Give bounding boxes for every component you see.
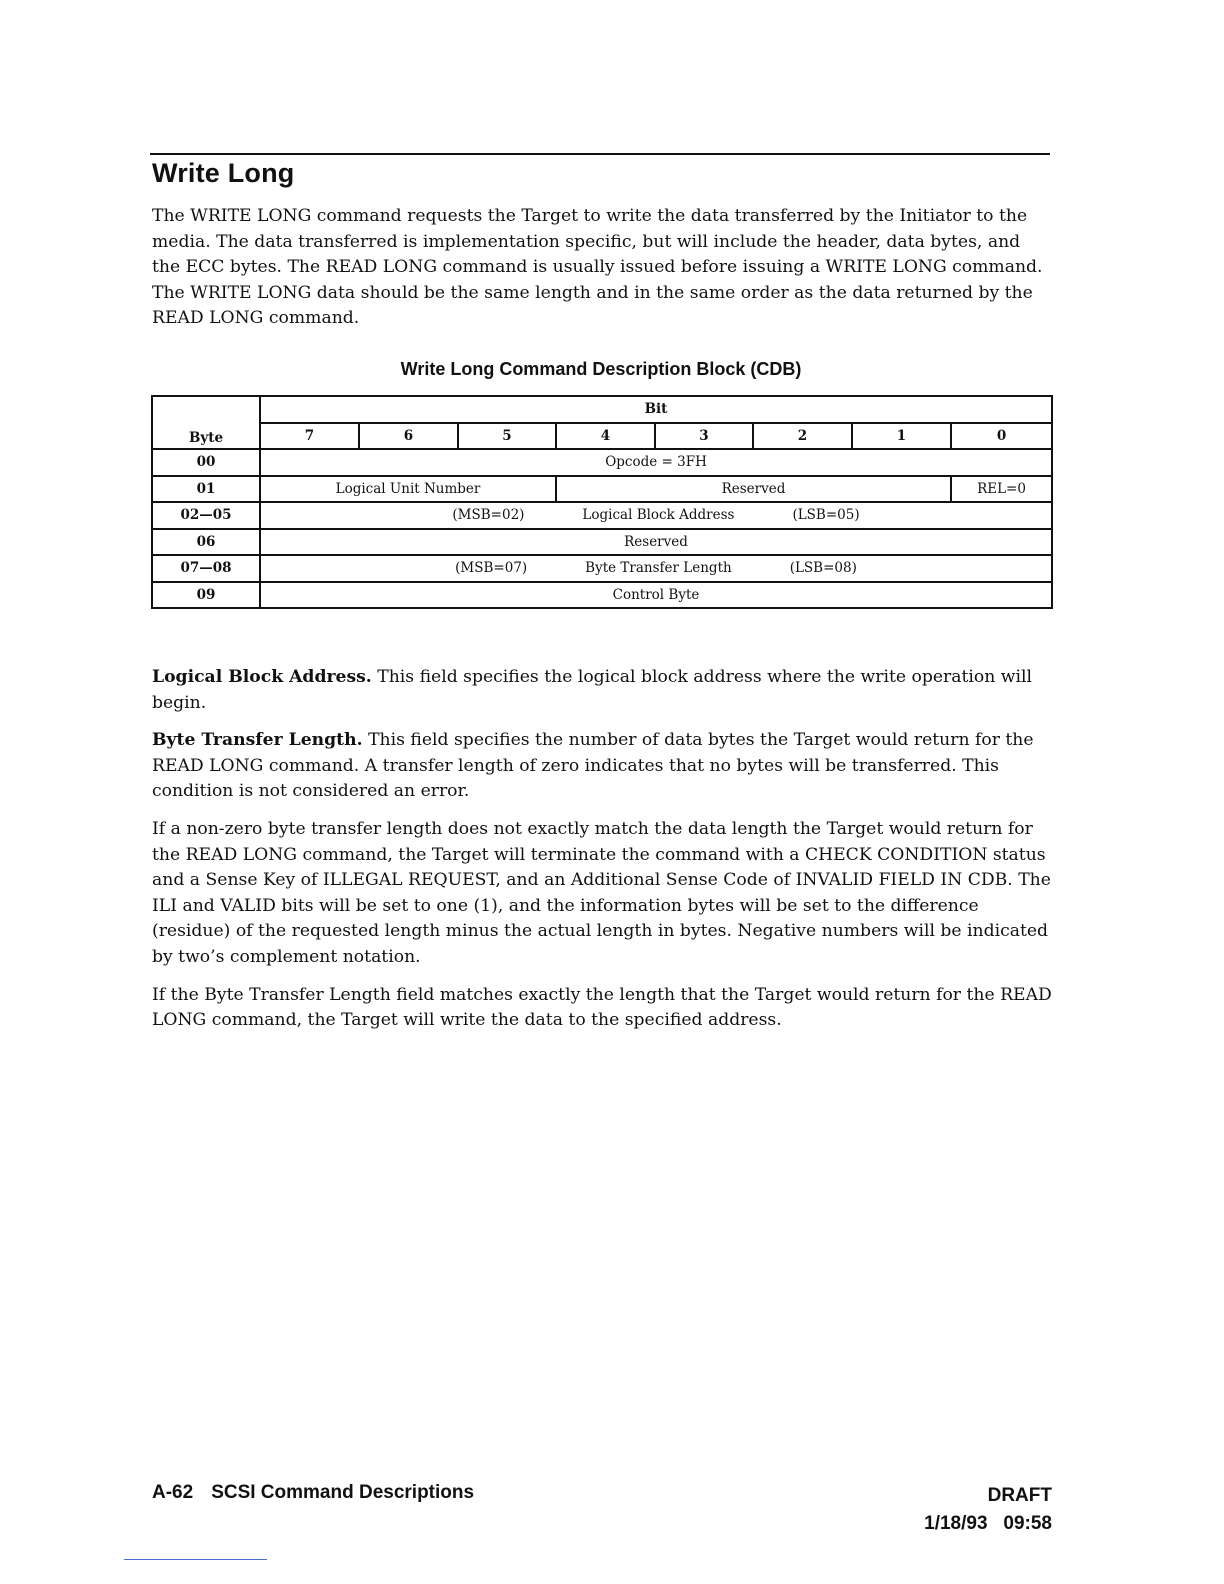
btl-text: This field specifies the number of data bytes the Target would return for the READ LONG command. A transfer length of zero indicates that no bytes will be transferred. This condition is not considered an error. [152,730,1034,802]
bit-header: Bit [260,396,1052,423]
footer-time: 09:58 [1003,1513,1052,1534]
rel-cell: REL=0 [951,476,1052,503]
bit-5: 5 [458,423,556,450]
lba-text: This field specifies the logical block address where the write operation will begin. [152,667,1032,713]
lba-cell [260,502,1052,529]
opcode-cell: Opcode = 3FH [260,449,1052,476]
footer-right [924,1482,1052,1538]
bit-numbers-row [152,423,1052,450]
page-number: A-62 [152,1482,194,1503]
bit-2: 2 [753,423,852,450]
mismatch-paragraph: If a non-zero byte transfer length does not exactly match the data length the Target would return for the READ LONG command, the Target will terminate the command with a CHECK CONDITION status and a Sense Key of ILLEGAL REQUEST, and an Additional Sense Code of INVALID FIELD IN CDB. The ILI and VALID bits will be set to one (1), and the information bytes will be set to the difference (residue) of the requested length minus the actual length in bytes. Negative numbers will be indicated by two’s complement notation. [152,818,1051,967]
footer-left [152,1482,474,1504]
bit-7: 7 [260,423,359,450]
intro-paragraph: The WRITE LONG command requests the Target to write the data transferred by the Initiator to the media. The data transferred is implementation specific, but will include the header, data bytes, and the ECC bytes. The READ LONG command is usually issued before issuing a WRITE LONG command. The WRITE LONG data should be the same length and in the same order as the data returned by the READ LONG command. [152,206,1043,329]
table-row [152,555,1052,582]
byte-header: Byte [188,430,224,446]
lun-cell: Logical Unit Number [260,476,556,503]
table-row [152,529,1052,556]
reserved-cell: Reserved [556,476,951,503]
lba-lsb: (LSB=05) [792,507,860,524]
field-definitions [152,665,1052,1046]
btl-label: Byte Transfer Length [585,560,732,577]
bit-0: 0 [951,423,1052,450]
byte-number: 02—05 [152,502,260,529]
bottom-edge-line [124,1559,267,1560]
control-byte-cell: Control Byte [260,582,1052,609]
bit-4: 4 [556,423,655,450]
chapter-title: SCSI Command Descriptions [211,1482,475,1503]
section-title: Write Long [152,158,295,188]
table-row [152,582,1052,609]
btl-term: Byte Transfer Length. [152,730,363,751]
bit-6: 6 [359,423,458,450]
byte-number: 00 [152,449,260,476]
table-row [152,502,1052,529]
btl-msb: (MSB=07) [455,560,528,577]
bit-1: 1 [852,423,951,450]
lba-label: Logical Block Address [582,507,735,524]
byte-number: 06 [152,529,260,556]
lba-term: Logical Block Address. [152,667,372,687]
match-paragraph: If the Byte Transfer Length field matches exactly the length that the Target would return for the READ LONG command, the Target will write the data to the specified address. [152,984,1052,1031]
byte-number: 09 [152,582,260,609]
cdb-table [151,395,1053,609]
draft-label: DRAFT [987,1485,1052,1506]
reserved-row-cell: Reserved [260,529,1052,556]
bit-3: 3 [655,423,753,450]
btl-definition [152,728,1052,805]
lba-msb: (MSB=02) [452,507,525,524]
table-header-row [152,396,1052,423]
table-row [152,449,1052,476]
lba-definition [152,665,1052,716]
byte-header-cell [152,396,260,449]
table-caption: Write Long Command Description Block (CDB) [400,359,802,379]
footer-date: 1/18/93 [924,1513,988,1534]
table-row [152,476,1052,503]
byte-number: 07—08 [152,555,260,582]
section-rule [150,153,1050,155]
btl-lsb: (LSB=08) [789,560,857,577]
byte-number: 01 [152,476,260,503]
btl-cell [260,555,1052,582]
footer-datetime [924,1510,1052,1538]
